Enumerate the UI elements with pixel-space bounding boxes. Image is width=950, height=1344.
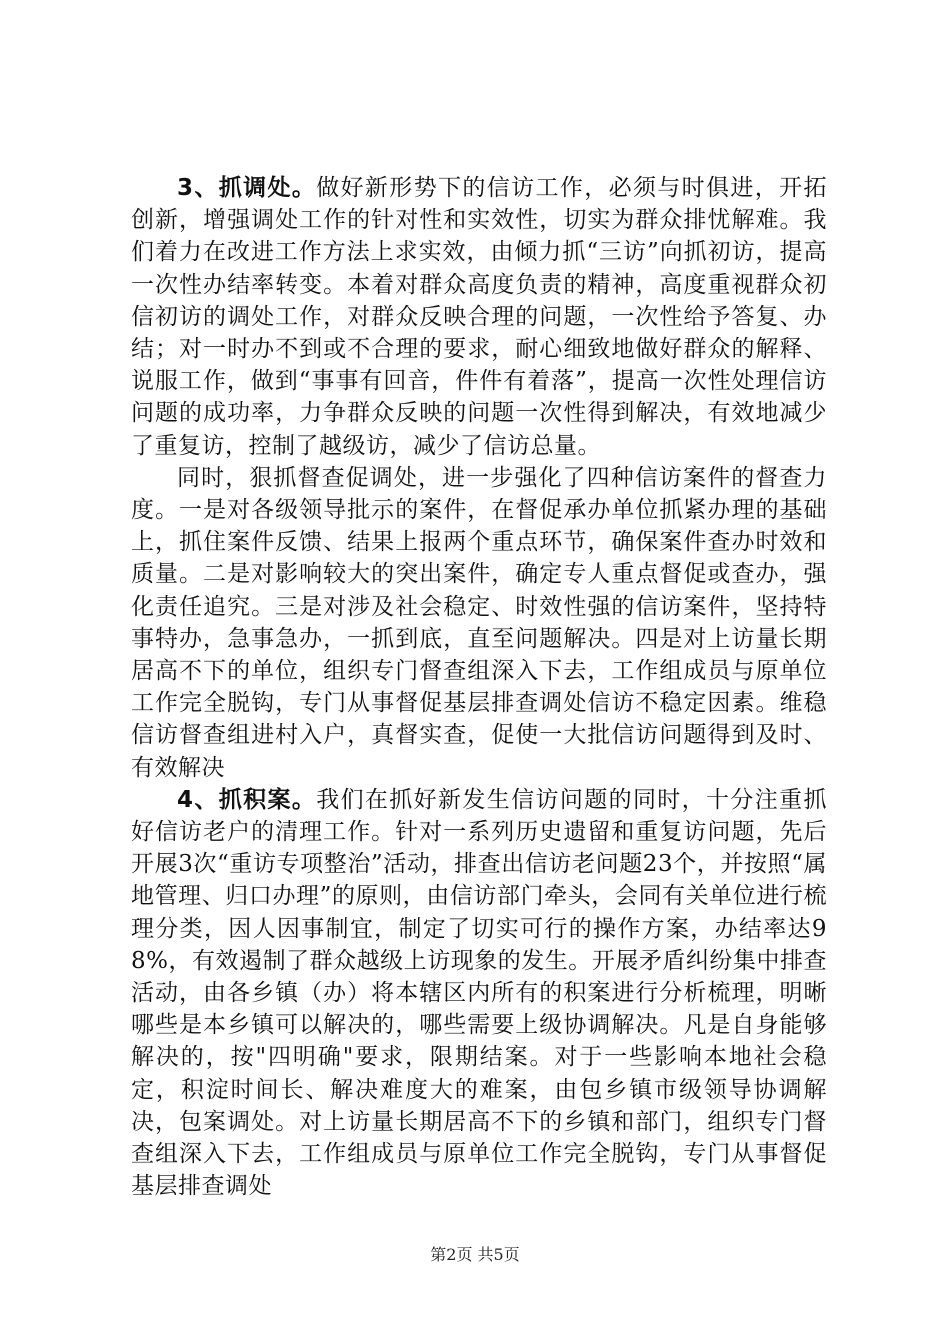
paragraph-3-text: 我们在抓好新发生信访问题的同时，十分注重抓好信访老户的清理工作。针对一系列历史遗留和重复访问题，先后开展3次“重访专项整治”活动，排查出信访老问题23个，并按照“属地管理、归口办理”的原则，由信访部门牵头，会同有关单位进行梳理分类，因人因事制宜，制定了切实可行的操作方案，办结率达98%，有效遏制了群众越级上访现象的发生。开展矛盾纠纷集中排查活动，由各乡镇（办）将本辖区内所有的积案进行分析梳理，明晰哪些是本乡镇可以解决的，哪些需要上级协调解决。凡是自身能够解决的，按"四明确"要求，限期结案。对于一些影响本地社会稳定，积淀时间长、解决难度大的难案，由包乡镇市级领导协调解决，包案调处。对上访量长期居高不下的乡镇和部门，组织专门督查组深入下去，工作组成员与原单位工作完全脱钩，专门从事督促基层排查调处	[131, 786, 827, 1200]
body-text	[131, 172, 827, 1203]
paragraph-2-text: 同时，狠抓督查促调处，进一步强化了四种信访案件的督查力度。一是对各级领导批示的案件，在督促承办单位抓紧办理的基础上，抓住案件反馈、结果上报两个重点环节，确保案件查办时效和质量。二是对影响较大的突出案件，确定专人重点督促或查办，强化责任追究。三是对涉及社会稳定、时效性强的信访案件，坚持特事特办，急事急办，一抓到底，直至问题解决。四是对上访量长期居高不下的单位，组织专门督查组深入下去，工作组成员与原单位工作完全脱钩，专门从事督促基层排查调处信访不稳定因素。维稳信访督查组进村入户，真督实查，促使一大批信访问题得到及时、有效解决	[131, 464, 827, 781]
paragraph-3	[131, 784, 827, 1203]
page-number-footer: 第2页 共5页	[430, 1245, 520, 1264]
section-4-heading: 4、抓积案。	[177, 786, 317, 813]
section-3-heading: 3、抓调处。	[177, 175, 317, 201]
paragraph-1-text: 做好新形势下的信访工作，必须与时俱进，开拓创新，增强调处工作的针对性和实效性，切实为群众排忧解难。我们着力在改进工作方法上求实效，由倾力抓“三访”向抓初访，提高一次性办结率转变。本着对群众高度负责的精神，高度重视群众初信初访的调处工作，对群众反映合理的问题，一次性给予答复、办结；对一时办不到或不合理的要求，耐心细致地做好群众的解释、说服工作，做到“事事有回音，件件有着落”，提高一次性处理信访问题的成功率，力争群众反映的问题一次性得到解决，有效地减少了重复访，控制了越级访，减少了信访总量。	[131, 175, 827, 459]
paragraph-1	[131, 172, 827, 462]
paragraph-2	[131, 462, 827, 784]
